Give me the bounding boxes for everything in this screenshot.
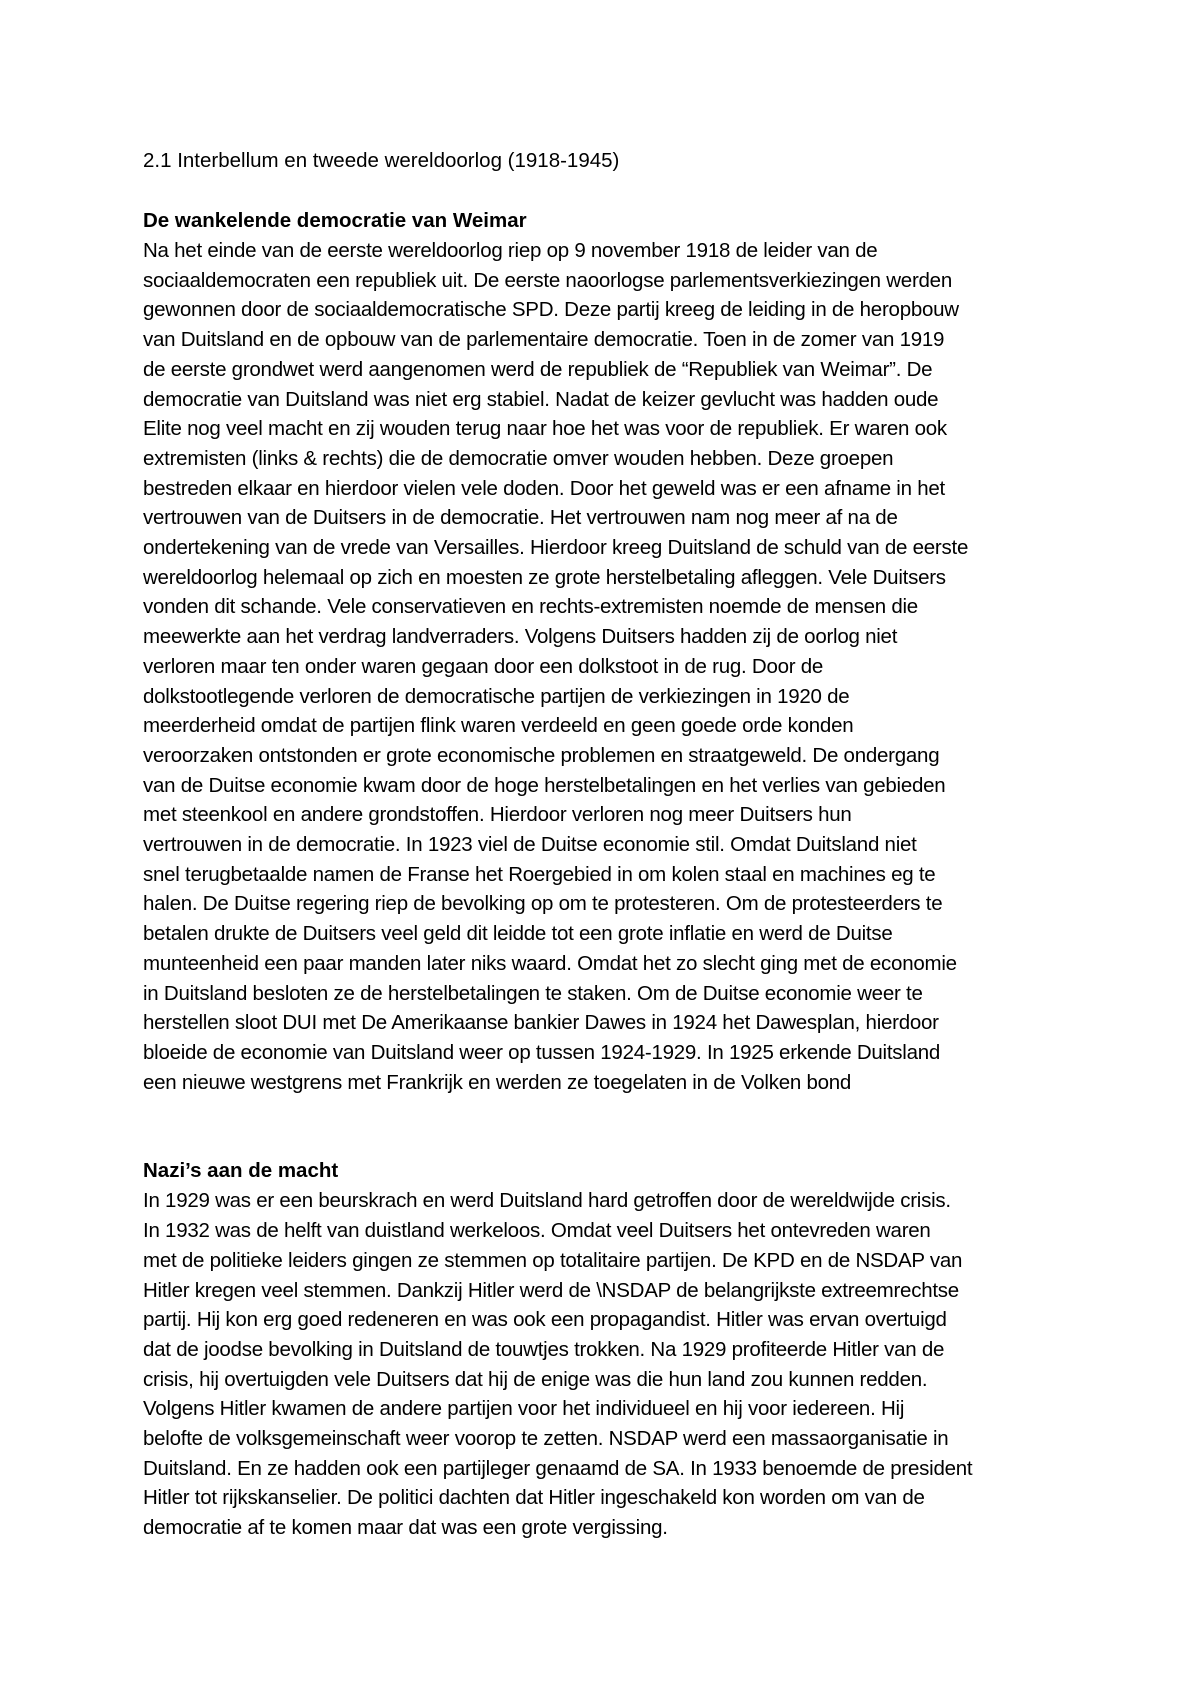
text-line: meewerkte aan het verdrag landverraders. Volgens Duitsers hadden zij de oorlog niet [143, 625, 898, 649]
text-line: democratie af te komen maar dat was een grote vergissing. [143, 1516, 668, 1540]
text-line: Volgens Hitler kwamen de andere partijen voor het individueel en hij voor iedereen. Hij [143, 1397, 905, 1421]
section-body-weimar [143, 236, 1073, 1097]
section-weimar [143, 206, 1073, 1097]
text-line: Elite nog veel macht en zij wouden terug naar hoe het was voor de republiek. Er waren ook [143, 417, 947, 441]
text-line: de eerste grondwet werd aangenomen werd de republiek de “Republiek van Weimar”. De [143, 357, 933, 381]
text-line: vertrouwen in de democratie. In 1923 viel de Duitse economie stil. Omdat Duitsland niet [143, 833, 917, 857]
text-line: bloeide de economie van Duitsland weer op tussen 1924-1929. In 1925 erkende Duitsland [143, 1040, 941, 1064]
text-line: crisis, hij overtuigden vele Duitsers dat hij de enige was die hun land zou kunnen redden. [143, 1367, 928, 1391]
text-line: extremisten (links & rechts) die de democratie omver wouden hebben. Deze groepen [143, 446, 894, 470]
text-line: bestreden elkaar en hierdoor vielen vele doden. Door het geweld was er een afname in het [143, 476, 945, 500]
text-line: Duitsland. En ze hadden ook een partijleger genaamd de SA. In 1933 benoemde de president [143, 1456, 973, 1480]
section-nazis [143, 1156, 1073, 1542]
document-title: 2.1 Interbellum en tweede wereldoorlog (1918-1945) [143, 149, 620, 172]
text-line: betalen drukte de Duitsers veel geld dit leidde tot een grote inflatie en werd de Duitse [143, 922, 893, 946]
text-line: een nieuwe westgrens met Frankrijk en werden ze toegelaten in de Volken bond [143, 1070, 852, 1094]
text-line: wereldoorlog helemaal op zich en moesten ze grote herstelbetaling afleggen. Vele Duitsers [143, 565, 946, 589]
text-line: Na het einde van de eerste wereldoorlog riep op 9 november 1918 de leider van de [143, 239, 878, 262]
text-line: sociaaldemocraten een republiek uit. De eerste naoorlogse parlementsverkiezingen werden [143, 268, 952, 292]
text-line: democratie van Duitsland was niet erg stabiel. Nadat de keizer gevlucht was hadden oude [143, 387, 939, 411]
text-line: dolkstootlegende verloren de democratische partijen de verkiezingen in 1920 de [143, 684, 850, 708]
text-line: met steenkool en andere grondstoffen. Hierdoor verloren nog meer Duitsers hun [143, 803, 852, 827]
text-line: Hitler kregen veel stemmen. Dankzij Hitler werd de \NSDAP de belangrijkste extreemrechtse [143, 1278, 959, 1302]
text-line: herstellen sloot DUI met De Amerikaanse bankier Dawes in 1924 het Dawesplan, hierdoor [143, 1011, 939, 1035]
text-line: gewonnen door de sociaaldemocratische SPD. Deze partij kreeg de leiding in de heropbouw [143, 298, 959, 322]
text-line: halen. De Duitse regering riep de bevolking op om te protesteren. Om de protesteerders te [143, 892, 943, 916]
text-line: ondertekening van de vrede van Versailles. Hierdoor kreeg Duitsland de schuld van de eerste [143, 536, 969, 560]
text-line: van Duitsland en de opbouw van de parlementaire democratie. Toen in de zomer van 1919 [143, 328, 945, 352]
section-body-nazis [143, 1186, 1073, 1542]
text-line: met de politieke leiders gingen ze stemmen op totalitaire partijen. De KPD en de NSDAP van [143, 1248, 963, 1272]
text-line: meerderheid omdat de partijen flink waren verdeeld en geen goede orde konden [143, 714, 854, 738]
text-line: veroorzaken ontstonden er grote economische problemen en straatgeweld. De ondergang [143, 743, 940, 767]
text-line: vertrouwen van de Duitsers in de democratie. Het vertrouwen nam nog meer af na de [143, 506, 898, 530]
text-line: In 1929 was er een beurskrach en werd Duitsland hard getroffen door de wereldwijde crisis. [143, 1189, 951, 1213]
text-line: dat de joodse bevolking in Duitsland de touwtjes trokken. Na 1929 profiteerde Hitler van de [143, 1337, 945, 1361]
section-heading-weimar: De wankelende democratie van Weimar [143, 209, 527, 232]
text-line: vonden dit schande. Vele conservatieven en rechts-extremisten noemde de mensen die [143, 595, 918, 619]
text-line: verloren maar ten onder waren gegaan door een dolkstoot in de rug. Door de [143, 654, 824, 678]
text-line: belofte de volksgemeinschaft weer voorop te zetten. NSDAP werd een massaorganisatie in [143, 1427, 949, 1451]
text-line: munteenheid een paar manden later niks waard. Omdat het zo slecht ging met de economie [143, 951, 957, 975]
document-content [143, 146, 1073, 1543]
text-line: in Duitsland besloten ze de herstelbetalingen te staken. Om de Duitse economie weer te [143, 981, 923, 1005]
text-line: partij. Hij kon erg goed redeneren en was ook een propagandist. Hitler was ervan overtuigd [143, 1308, 947, 1332]
text-line: Hitler tot rijkskanselier. De politici dachten dat Hitler ingeschakeld kon worden om van de [143, 1486, 925, 1510]
text-line: In 1932 was de helft van duistland werkeloos. Omdat veel Duitsers het ontevreden waren [143, 1219, 931, 1243]
section-heading-nazis: Nazi’s aan de macht [143, 1159, 339, 1183]
text-line: snel terugbetaalde namen de Franse het Roergebied in om kolen staal en machines eg te [143, 862, 936, 886]
text-line: van de Duitse economie kwam door de hoge herstelbetalingen en het verlies van gebieden [143, 773, 946, 797]
section-spacer [143, 1097, 1073, 1156]
